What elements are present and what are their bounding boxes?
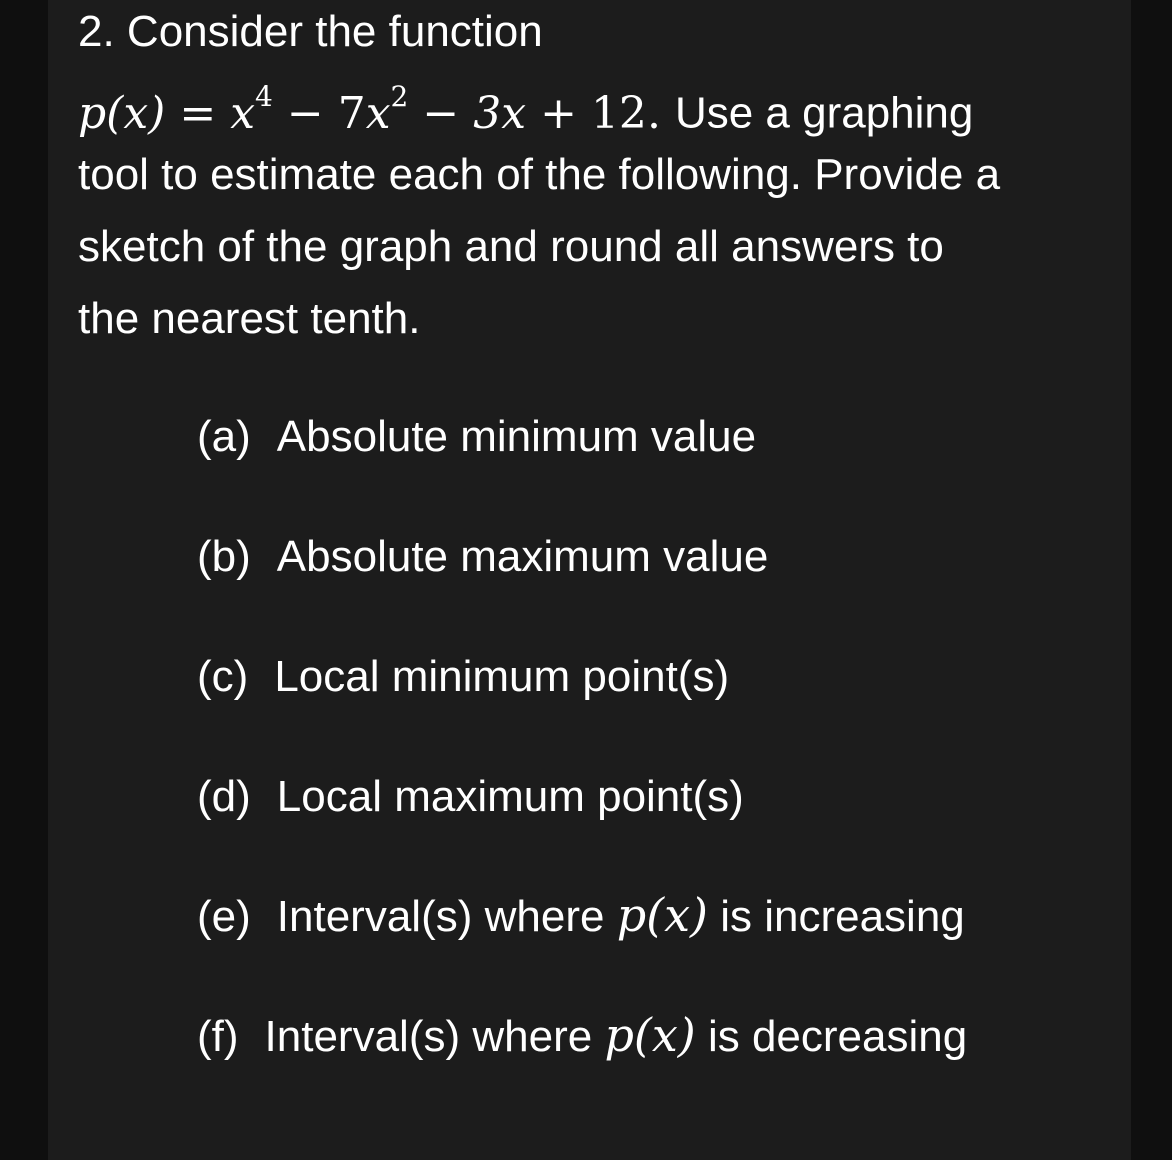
part-text: Absolute minimum value <box>276 412 757 461</box>
part-text: Local maximum point(s) <box>276 772 744 821</box>
inline-function: p(x) <box>616 888 708 942</box>
part-label: (f) <box>197 1012 239 1061</box>
part-f <box>197 1008 967 1062</box>
part-text: Absolute maximum value <box>276 532 769 581</box>
problem-line-3: tool to estimate each of the following. Provide a <box>78 150 1001 199</box>
part-text: Interval(s) where <box>276 892 605 941</box>
minus-sign: − <box>422 87 460 139</box>
part-a <box>197 412 756 462</box>
part-text: Local minimum point(s) <box>274 652 730 701</box>
term-constant: 12 <box>590 87 647 139</box>
equals-sign: = <box>179 87 217 139</box>
part-label: (c) <box>197 652 249 701</box>
part-e <box>197 888 965 942</box>
function-definition <box>78 67 973 150</box>
term-7x2-coef: 7 <box>337 87 366 139</box>
term-x4-exp: 4 <box>255 80 273 113</box>
problem-line-4: sketch of the graph and round all answers to <box>78 222 944 271</box>
term-x4-base: x <box>230 87 256 139</box>
part-label: (d) <box>197 772 251 821</box>
function-lhs: p(x) <box>78 87 166 139</box>
minus-sign: − <box>286 87 324 139</box>
problem-line-5: the nearest tenth. <box>78 294 421 343</box>
part-d <box>197 772 744 822</box>
part-c <box>197 652 729 702</box>
part-label: (a) <box>197 412 251 461</box>
part-text-after: is decreasing <box>707 1012 968 1061</box>
part-text: Interval(s) where <box>264 1012 593 1061</box>
term-7x2-base: x <box>365 87 391 139</box>
part-text-after: is increasing <box>720 892 965 941</box>
part-label: (e) <box>197 892 251 941</box>
part-label: (b) <box>197 532 251 581</box>
term-3x: 3x <box>473 87 527 139</box>
after-function-text: Use a graphing <box>674 88 974 138</box>
function-expression <box>78 80 675 139</box>
problem-title: 2. Consider the function <box>78 7 543 56</box>
part-b <box>197 532 768 582</box>
period: . <box>646 87 661 139</box>
term-7x2-exp: 2 <box>390 80 409 113</box>
plus-sign: + <box>540 87 577 139</box>
inline-function: p(x) <box>604 1008 696 1062</box>
